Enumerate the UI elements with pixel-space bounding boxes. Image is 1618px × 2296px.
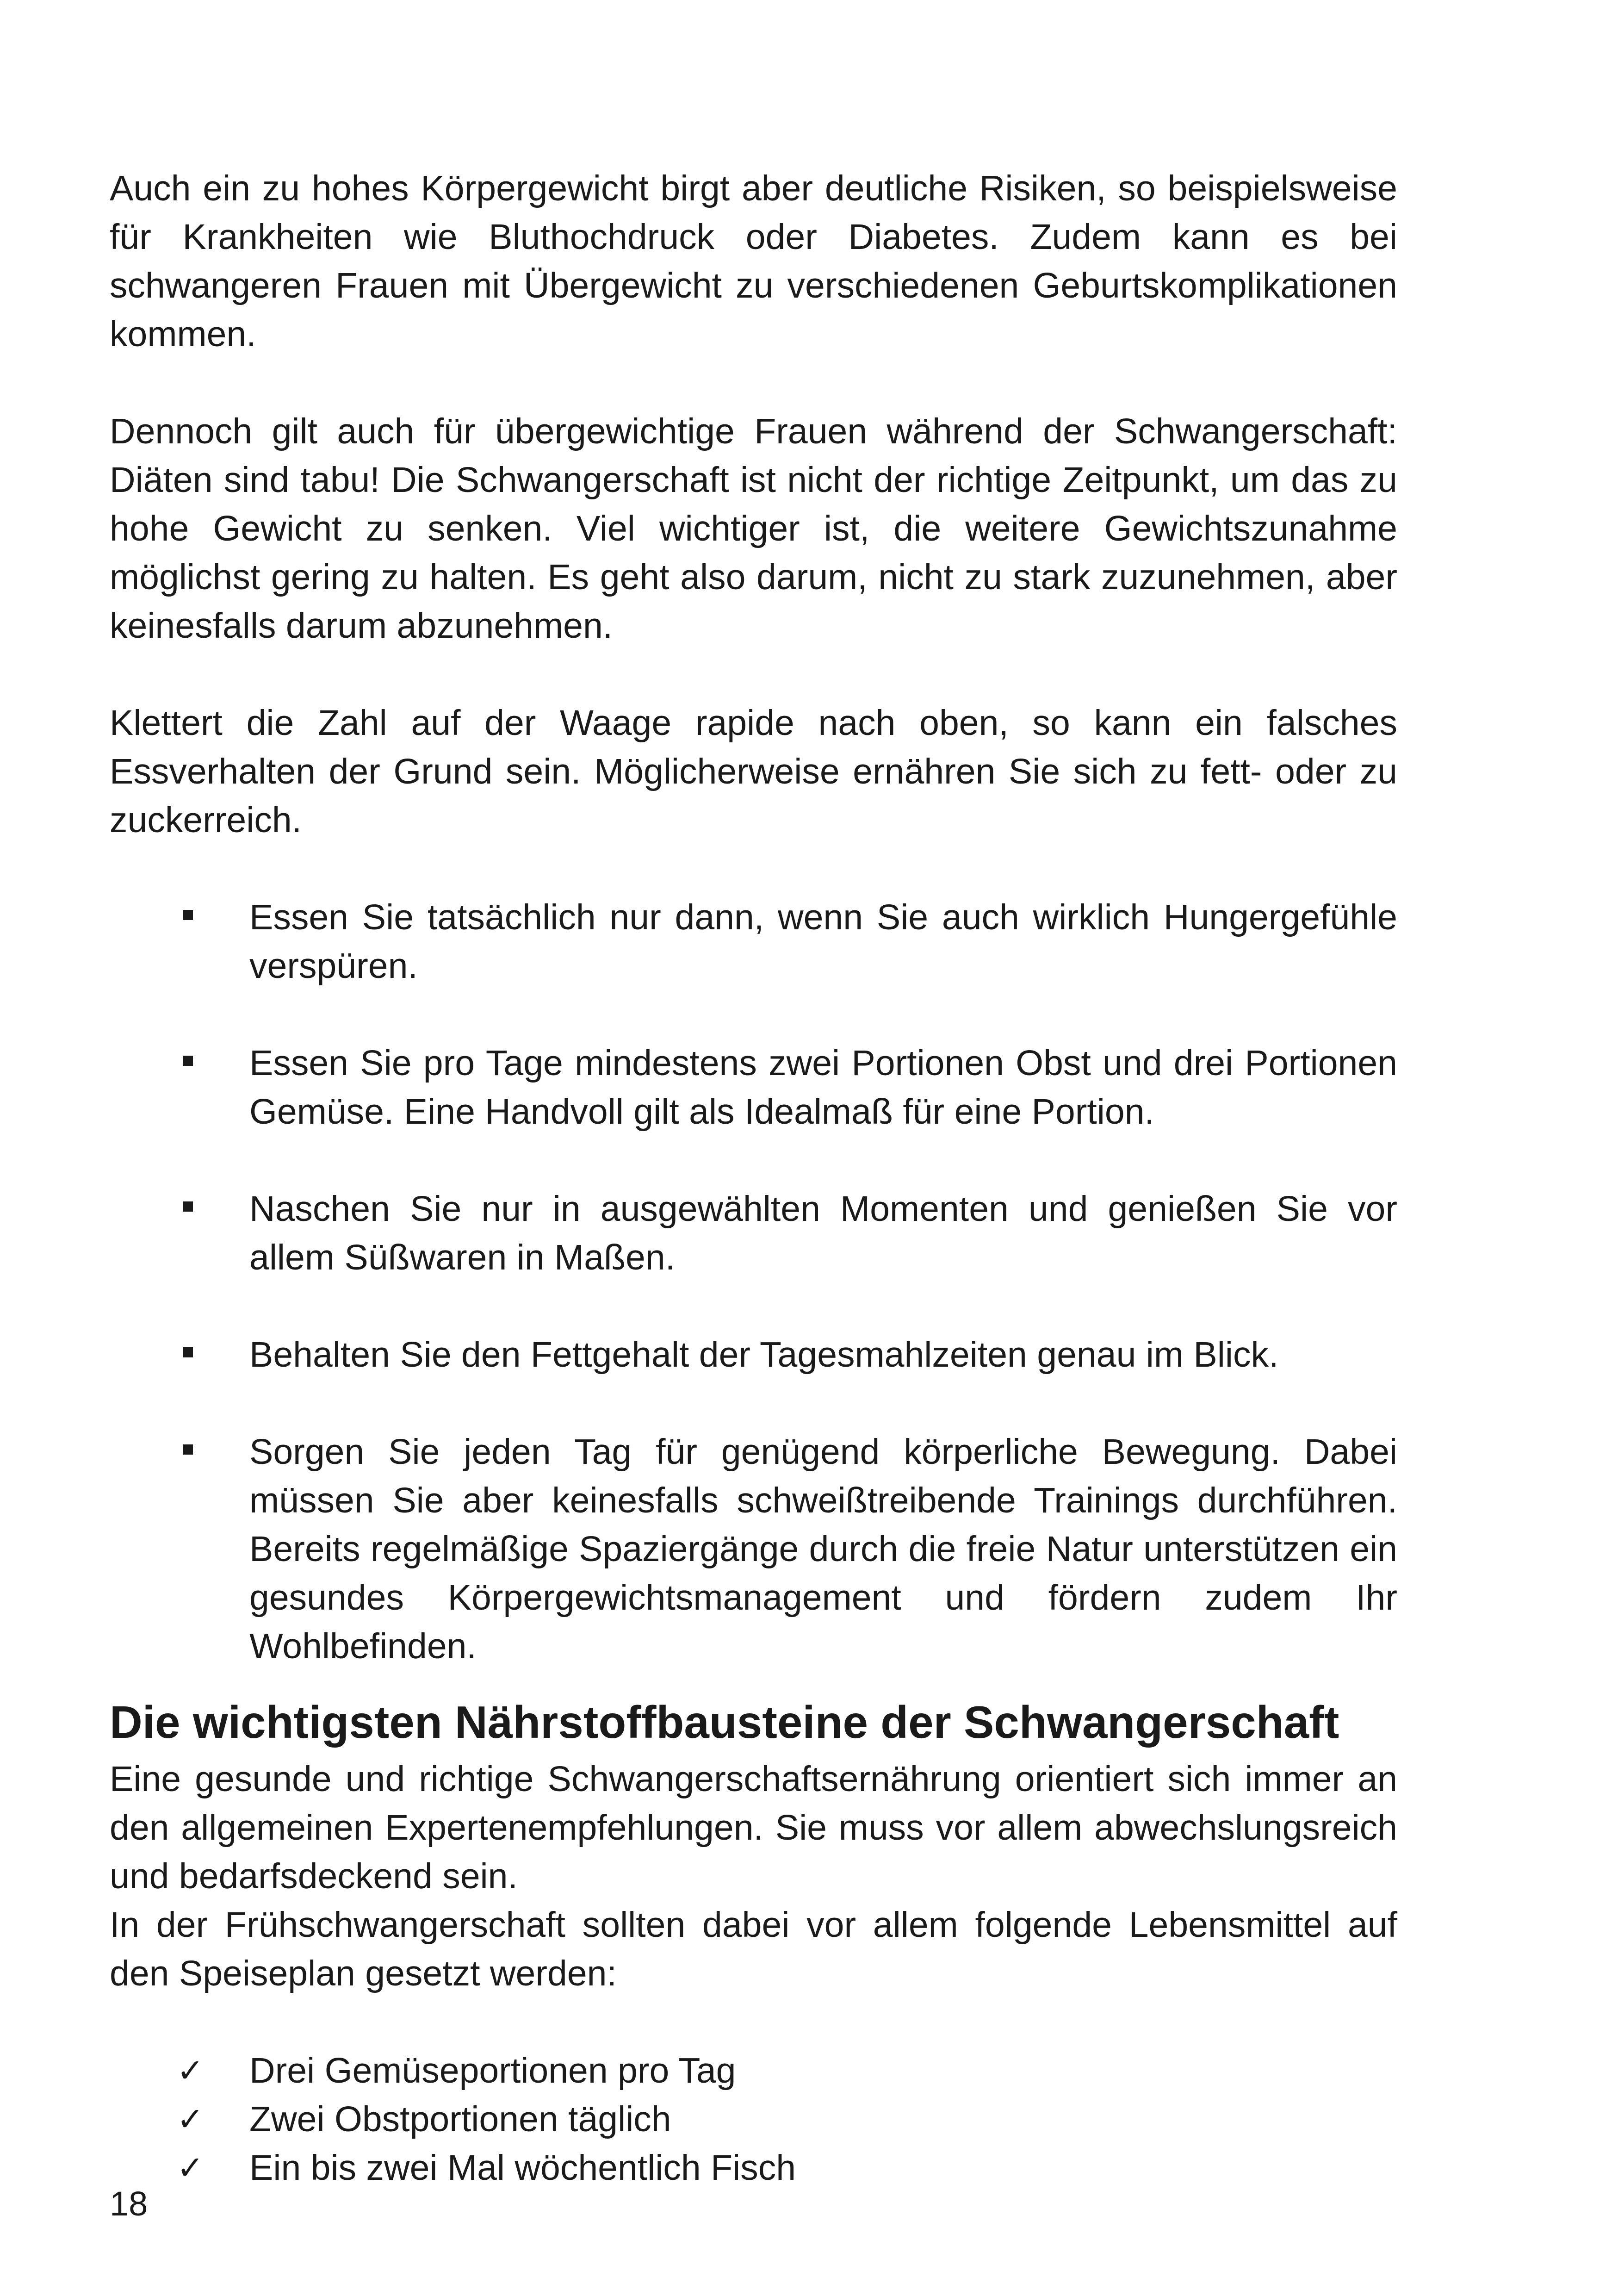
square-bullet-icon	[183, 1347, 193, 1357]
list-item	[110, 1185, 1397, 1282]
list-item-text: Essen Sie tatsächlich nur dann, wenn Sie auch wirklich Hungergefühle verspüren.	[249, 897, 1397, 986]
list-item-text: Sorgen Sie jeden Tag für genügend körperliche Bewegung. Dabei müssen Sie aber keinesfalls schweißtreibende Trainings durchführen. Bereits regelmäßige Spaziergänge durch die freie Natur unterstützen ein gesundes Körpergewichtsmanagement und fördern zudem Ihr Wohlbefinden.	[249, 1432, 1397, 1666]
page-number: 18	[110, 2184, 148, 2223]
checklist-item	[110, 2047, 1397, 2095]
paragraph-no-diets: Dennoch gilt auch für übergewichtige Frauen während der Schwangerschaft: Diäten sind tabu! Die Schwangerschaft ist nicht der richtige Zeitpunkt, um das zu hohe Gewicht zu senken. Viel wichtiger ist, die weitere Gewichtszunahme möglichst gering zu halten. Es geht also darum, nicht zu stark zuzunehmen, aber keinesfalls darum abzunehmen.	[110, 411, 1397, 646]
tips-bullet-list	[110, 893, 1397, 1671]
checklist-item-text: Zwei Obstportionen täglich	[249, 2099, 671, 2139]
list-item-text: Essen Sie pro Tage mindestens zwei Portionen Obst und drei Portionen Gemüse. Eine Handvoll gilt als Idealmaß für eine Portion.	[249, 1043, 1397, 1132]
list-item	[110, 893, 1397, 990]
section-intro-paragraph: Eine gesunde und richtige Schwangerschaftsernährung orientiert sich immer an den allgemeinen Expertenempfehlungen. Sie muss vor allem abwechslungsreich und bedarfsdeckend sein.	[110, 1759, 1397, 1896]
list-item	[110, 1331, 1397, 1379]
list-item-text: Naschen Sie nur in ausgewählten Momenten und genießen Sie vor allem Süßwaren in Maßen.	[249, 1189, 1397, 1277]
checklist-item	[110, 2095, 1397, 2144]
paragraph-eating-behavior: Klettert die Zahl auf der Waage rapide nach oben, so kann ein falsches Essverhalten der Grund sein. Möglicherweise ernähren Sie sich zu fett- oder zu zuckerreich.	[110, 703, 1397, 840]
square-bullet-icon	[183, 1056, 193, 1066]
checkmark-icon: ✓	[177, 2149, 204, 2187]
paragraph-body-weight-risks: Auch ein zu hohes Körpergewicht birgt aber deutliche Risiken, so beispielsweise für Krankheiten wie Bluthochdruck oder Diabetes. Zudem kann es bei schwangeren Frauen mit Übergewicht zu verschiedenen Geburtskomplikationen kommen.	[110, 168, 1397, 354]
checklist-item-text: Ein bis zwei Mal wöchentlich Fisch	[249, 2148, 796, 2188]
list-item-text: Behalten Sie den Fettgehalt der Tagesmahlzeiten genau im Blick.	[249, 1335, 1279, 1375]
section-heading: Die wichtigsten Nährstoffbausteine der Schwangerschaft	[110, 1697, 1339, 1748]
checkmark-icon: ✓	[177, 2052, 204, 2090]
food-checklist	[110, 2047, 1397, 2192]
page-body	[110, 164, 1397, 2192]
section-intro-paragraph-2: In der Frühschwangerschaft sollten dabei vor allem folgende Lebensmittel auf den Speiseplan gesetzt werden:	[110, 1905, 1397, 1993]
checklist-item-text: Drei Gemüseportionen pro Tag	[249, 2051, 736, 2091]
square-bullet-icon	[183, 1444, 193, 1455]
square-bullet-icon	[183, 910, 193, 920]
list-item	[110, 1039, 1397, 1136]
checkmark-icon: ✓	[177, 2100, 204, 2138]
checklist-item	[110, 2144, 1397, 2192]
square-bullet-icon	[183, 1201, 193, 1212]
list-item	[110, 1428, 1397, 1671]
